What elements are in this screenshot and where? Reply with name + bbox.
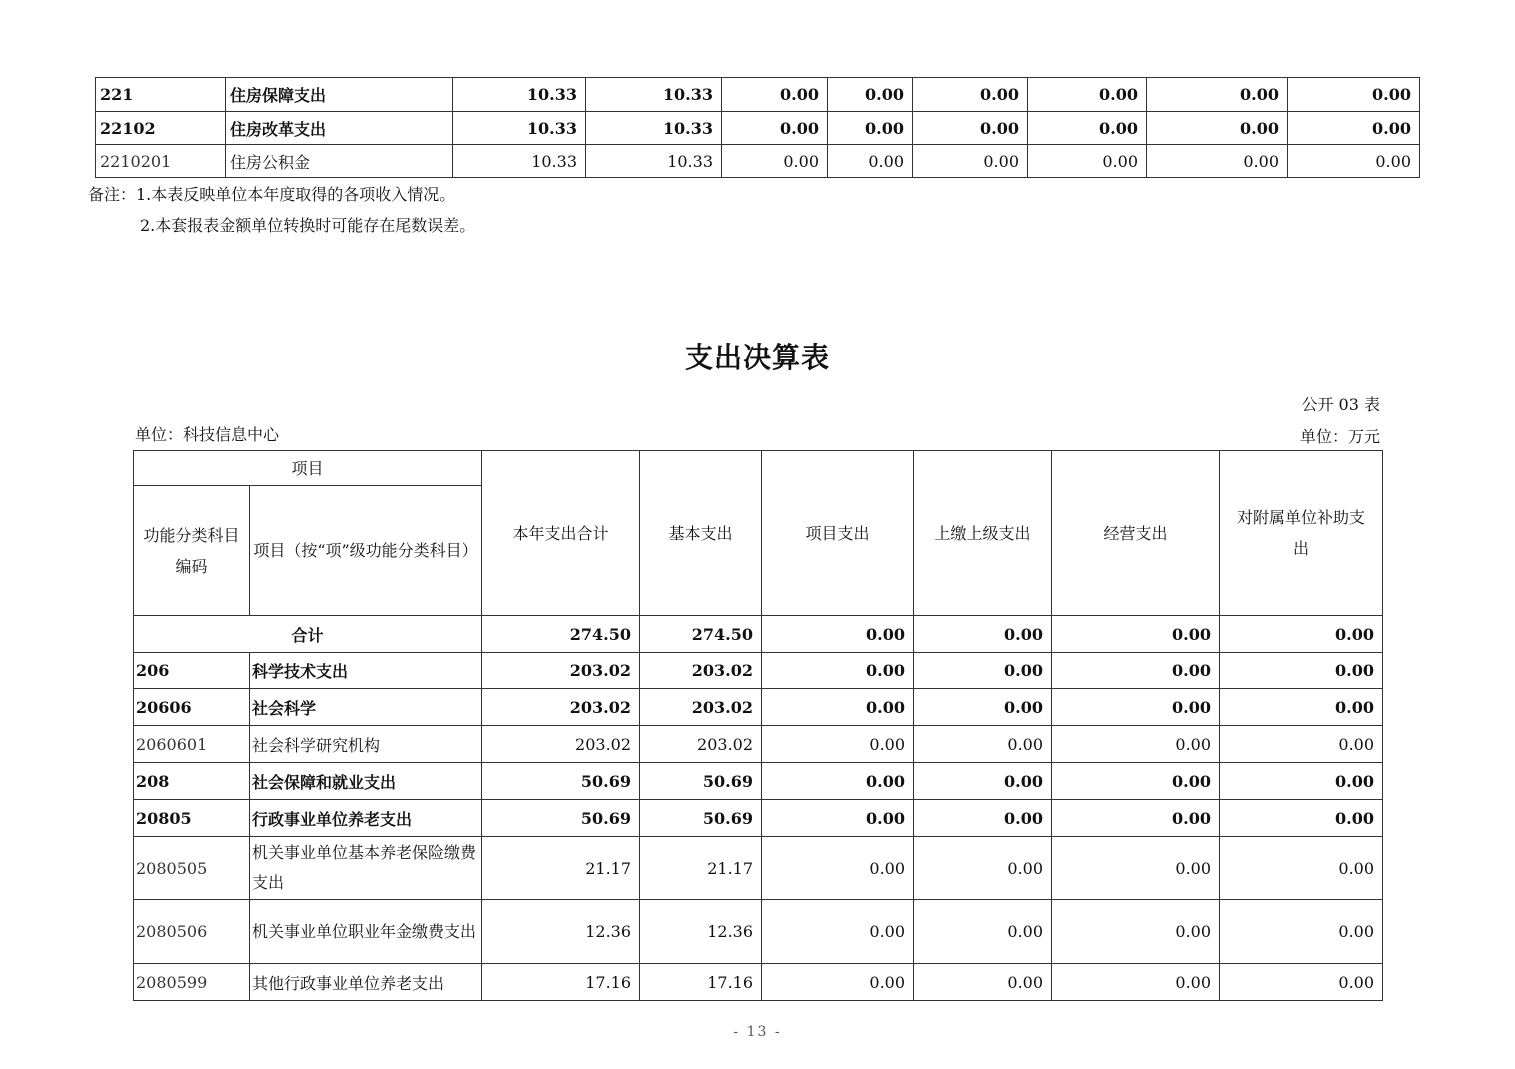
row-value: 0.00 [762,800,914,837]
total-value: 0.00 [1052,616,1220,653]
note-line-1: 备注：1.本表反映单位本年度取得的各项收入情况。 [88,185,456,204]
row-code: 22102 [96,112,226,145]
row-name: 住房改革支出 [226,112,453,145]
row-value: 10.33 [586,78,722,112]
row-name: 社会科学研究机构 [250,726,482,763]
row-value: 50.69 [640,763,762,800]
row-value: 10.33 [586,112,722,145]
table-row [96,145,1420,178]
row-value: 0.00 [914,837,1052,900]
row-name: 行政事业单位养老支出 [250,800,482,837]
row-value: 0.00 [914,900,1052,964]
row-value: 12.36 [640,900,762,964]
row-value: 17.16 [640,964,762,1001]
header-project-expense: 项目支出 [762,451,914,616]
row-value: 0.00 [1052,726,1220,763]
row-code: 2060601 [134,726,250,763]
row-value: 0.00 [1220,800,1383,837]
total-value: 0.00 [762,616,914,653]
row-value: 0.00 [1220,653,1383,689]
row-value: 0.00 [762,837,914,900]
row-value: 0.00 [1052,689,1220,726]
row-code: 2080599 [134,964,250,1001]
row-value: 0.00 [914,653,1052,689]
row-value: 50.69 [640,800,762,837]
row-value: 0.00 [762,726,914,763]
table-row [134,763,1383,800]
note-line-2: 2.本套报表金额单位转换时可能存在尾数误差。 [140,216,476,235]
row-value: 0.00 [913,145,1028,178]
row-code: 208 [134,763,250,800]
table-row [96,78,1420,112]
row-value: 0.00 [1288,78,1420,112]
row-value: 0.00 [828,145,913,178]
row-value: 0.00 [1220,726,1383,763]
row-value: 0.00 [1052,653,1220,689]
row-value: 0.00 [913,78,1028,112]
row-name: 机关事业单位基本养老保险缴费支出 [250,837,482,900]
expenditure-table [133,450,1383,1001]
row-value: 0.00 [1052,800,1220,837]
table-row [134,689,1383,726]
table-row [134,964,1383,1001]
row-value: 0.00 [1220,689,1383,726]
page-number: - 13 - [733,1024,782,1040]
row-name: 其他行政事业单位养老支出 [250,964,482,1001]
header-upper: 上缴上级支出 [914,451,1052,616]
header-name: 项目（按“项”级功能分类科目） [250,486,482,616]
row-value: 10.33 [586,145,722,178]
row-code: 206 [134,653,250,689]
row-value: 0.00 [1288,112,1420,145]
row-code: 2210201 [96,145,226,178]
total-value: 0.00 [1220,616,1383,653]
total-value: 274.50 [640,616,762,653]
row-code: 2080506 [134,900,250,964]
table-row [134,900,1383,964]
row-value: 0.00 [722,145,828,178]
row-value: 0.00 [1052,837,1220,900]
row-value: 203.02 [482,653,640,689]
row-value: 0.00 [722,112,828,145]
row-value: 0.00 [1220,763,1383,800]
row-name: 社会保障和就业支出 [250,763,482,800]
row-value: 50.69 [482,800,640,837]
table-row [134,726,1383,763]
income-table-continuation [95,77,1420,178]
row-value: 10.33 [453,78,586,112]
row-name: 住房保障支出 [226,78,453,112]
table-row [134,800,1383,837]
row-value: 17.16 [482,964,640,1001]
page-title: 支出决算表 [684,341,830,374]
row-value: 0.00 [1028,145,1147,178]
table-row [96,112,1420,145]
row-value: 0.00 [914,800,1052,837]
row-value: 203.02 [640,653,762,689]
row-value: 0.00 [762,964,914,1001]
total-value: 0.00 [914,616,1052,653]
header-project: 项目 [134,451,482,486]
row-value: 0.00 [1052,763,1220,800]
row-value: 0.00 [1220,837,1383,900]
row-value: 0.00 [828,78,913,112]
row-value: 0.00 [1052,964,1220,1001]
row-value: 0.00 [1028,112,1147,145]
row-value: 21.17 [640,837,762,900]
row-value: 203.02 [640,726,762,763]
total-value: 274.50 [482,616,640,653]
row-value: 21.17 [482,837,640,900]
row-value: 0.00 [1147,78,1288,112]
row-value: 0.00 [762,653,914,689]
row-code: 20805 [134,800,250,837]
row-value: 10.33 [453,112,586,145]
unit-organization: 单位：科技信息中心 [135,425,280,444]
row-value: 12.36 [482,900,640,964]
row-value: 0.00 [914,689,1052,726]
row-name: 科学技术支出 [250,653,482,689]
row-value: 0.00 [762,900,914,964]
row-name: 机关事业单位职业年金缴费支出 [250,900,482,964]
header-basic: 基本支出 [640,451,762,616]
row-value: 0.00 [914,964,1052,1001]
row-value: 0.00 [1052,900,1220,964]
row-code: 2080505 [134,837,250,900]
row-value: 0.00 [1220,964,1383,1001]
row-value: 203.02 [640,689,762,726]
row-value: 50.69 [482,763,640,800]
row-name: 住房公积金 [226,145,453,178]
row-value: 0.00 [1147,112,1288,145]
header-code: 功能分类科目编码 [134,486,250,616]
total-label: 合计 [134,616,482,653]
row-value: 0.00 [914,763,1052,800]
row-name: 社会科学 [250,689,482,726]
table-row [134,653,1383,689]
row-value: 0.00 [1028,78,1147,112]
row-value: 0.00 [1220,900,1383,964]
row-value: 0.00 [1147,145,1288,178]
total-row [134,616,1383,653]
row-value: 0.00 [914,726,1052,763]
row-value: 0.00 [762,689,914,726]
header-total: 本年支出合计 [482,451,640,616]
row-value: 0.00 [722,78,828,112]
unit-money: 单位：万元 [1299,427,1380,446]
header-subsidy: 对附属单位补助支出 [1220,451,1383,616]
table-row [134,837,1383,900]
row-value: 0.00 [913,112,1028,145]
row-code: 221 [96,78,226,112]
table-number: 公开 03 表 [1301,395,1380,414]
row-value: 203.02 [482,726,640,763]
row-value: 0.00 [762,763,914,800]
row-code: 20606 [134,689,250,726]
row-value: 203.02 [482,689,640,726]
header-business: 经营支出 [1052,451,1220,616]
row-value: 10.33 [453,145,586,178]
row-value: 0.00 [828,112,913,145]
row-value: 0.00 [1288,145,1420,178]
